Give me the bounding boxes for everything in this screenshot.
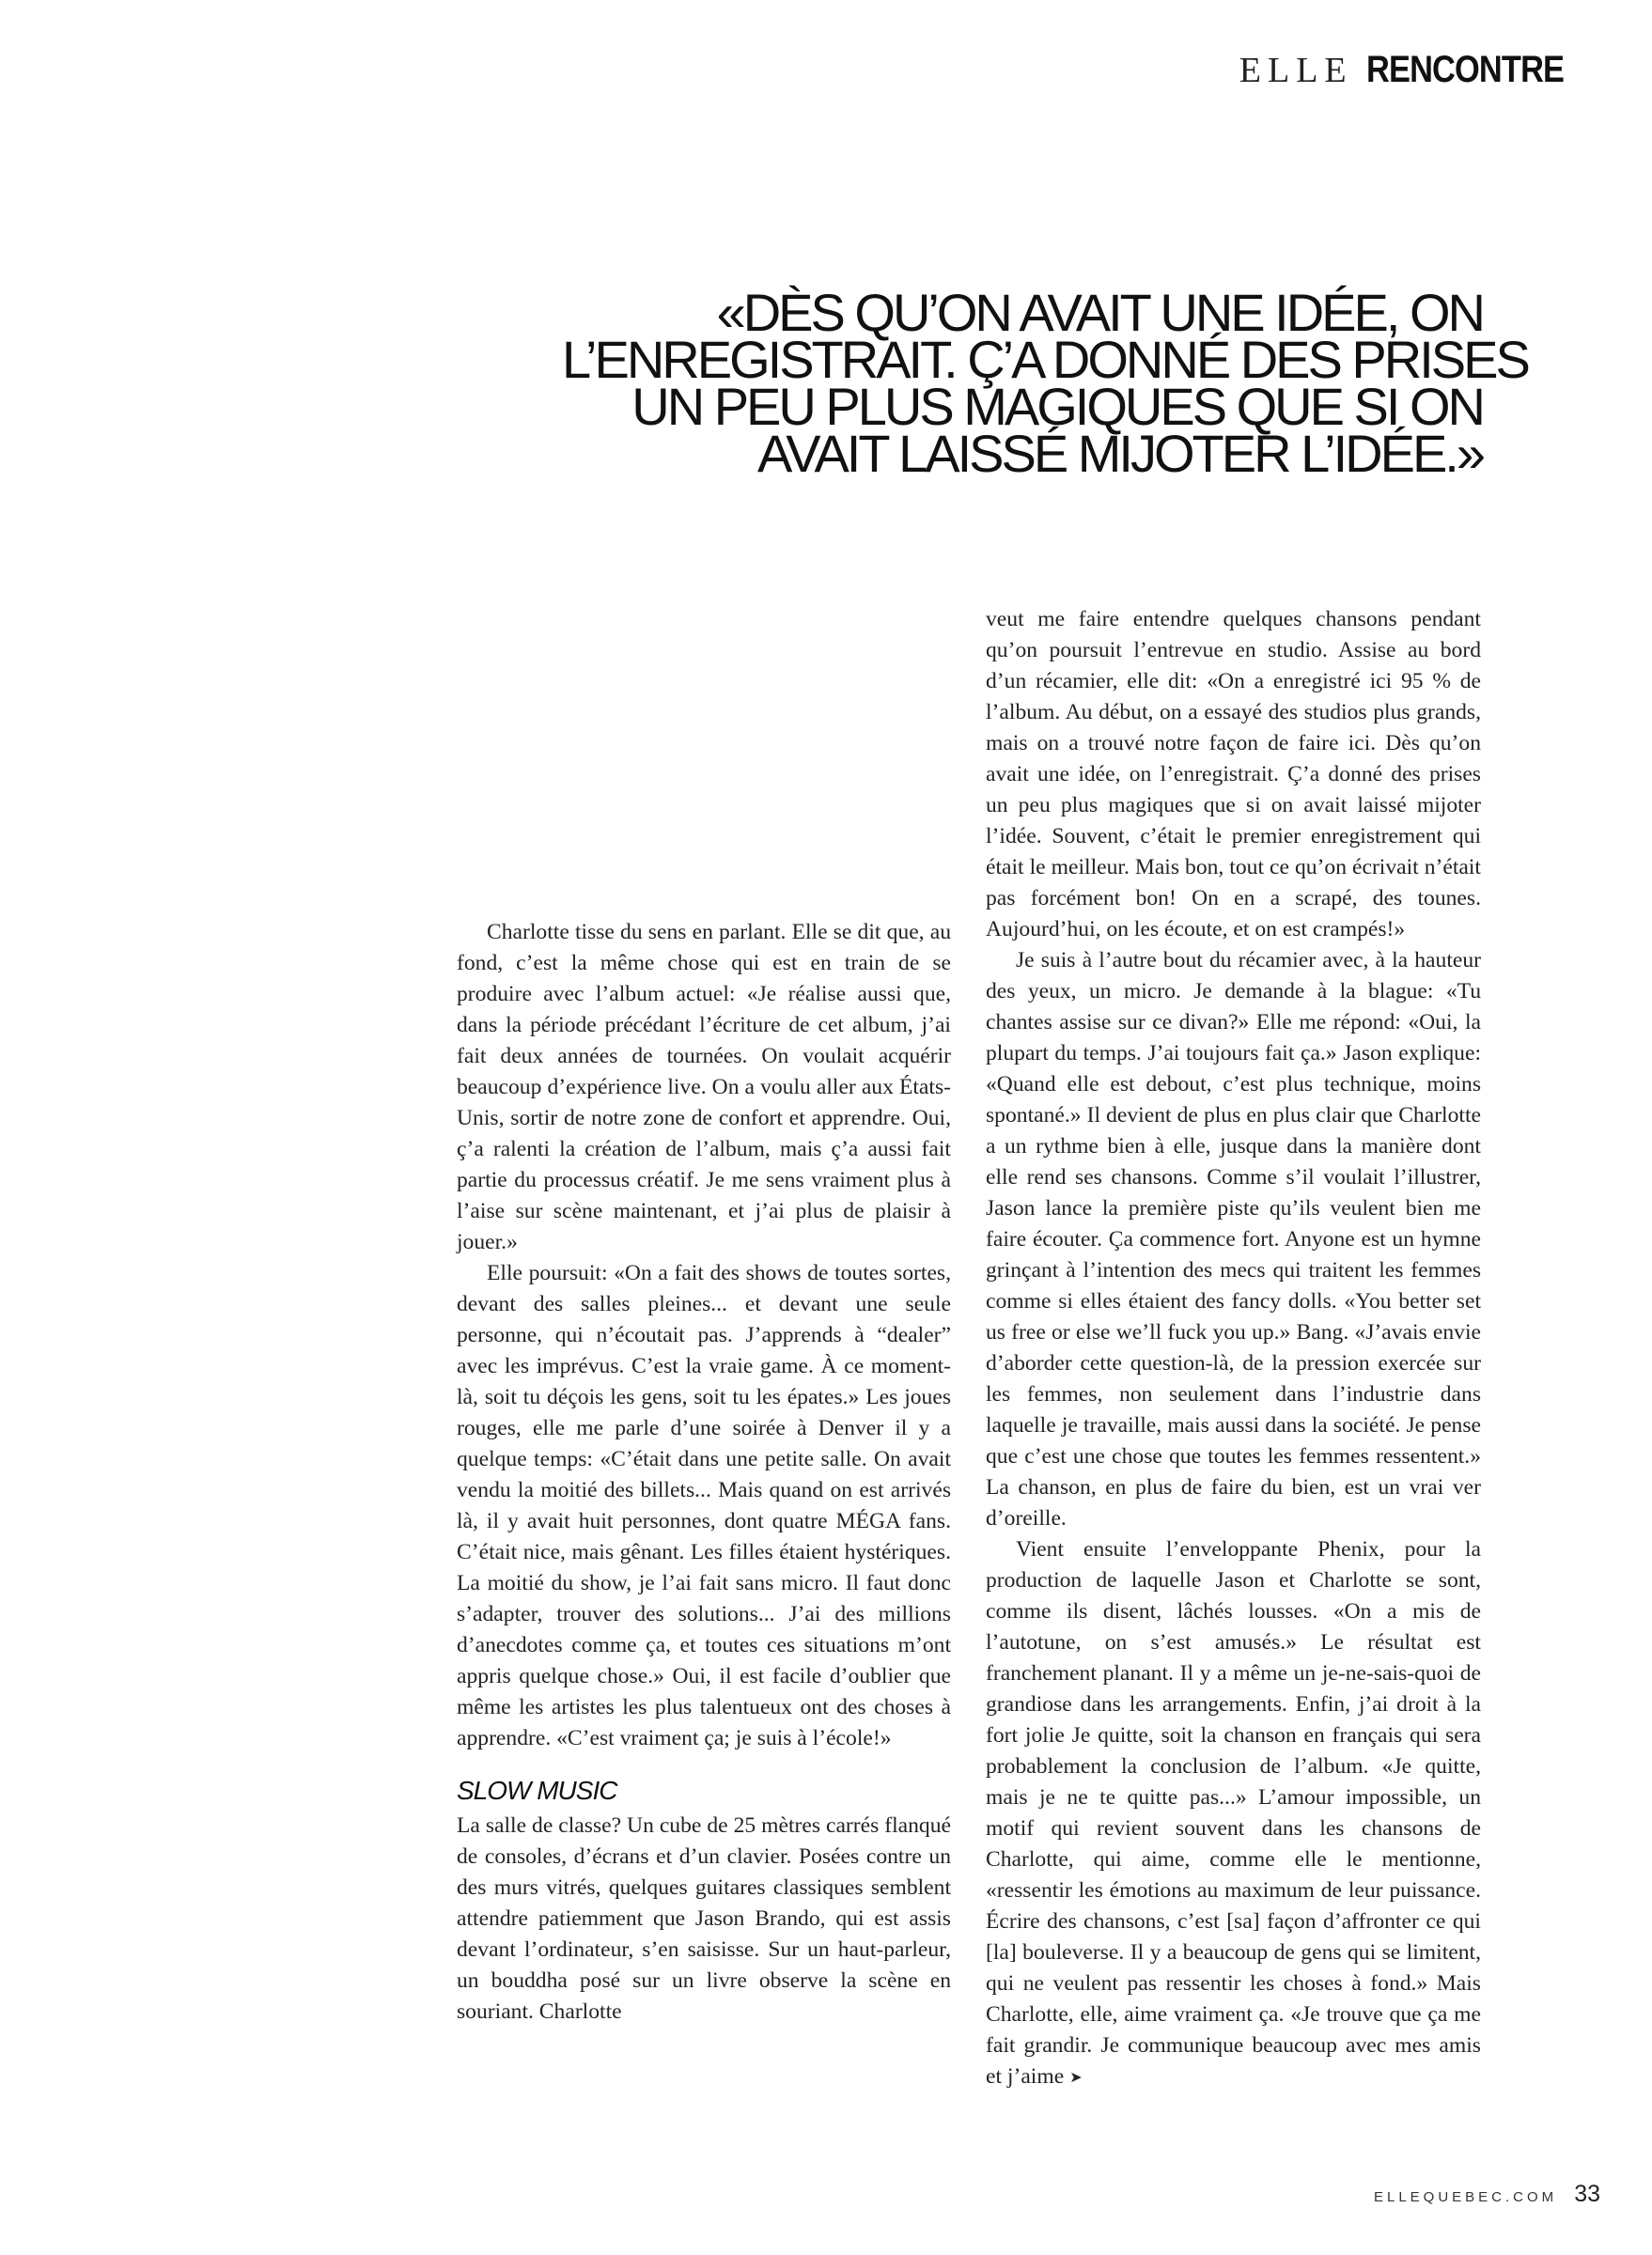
pull-quote-line: «DÈS QU’ON AVAIT UNE IDÉE, ON xyxy=(716,283,1483,342)
page-header xyxy=(1239,49,1596,91)
pull-quote-line: UN PEU PLUS MAGIQUES QUE SI ON xyxy=(631,377,1483,436)
paragraph: Charlotte tisse du sens en parlant. Elle se dit que, au fond, c’est la même chose qui est en train de se produire avec l’album actuel: «Je réalise aussi que, dans la période précédant l’écriture de cet album, j’ai fait deux années de tournées. On voulait acquérir beaucoup d’expérience live. On a voulu aller aux États-Unis, sortir de notre zone de confort et apprendre. Oui, ç’a ralenti la création de l’album, mais ç’a aussi fait partie du processus créatif. Je me sens vraiment plus à l’aise sur scène maintenant, et j’ai plus de plaisir à jouer.» xyxy=(457,920,951,1254)
page-footer xyxy=(1374,2181,1600,2208)
section-subheading: SLOW MUSIC xyxy=(457,1776,617,1805)
website-url: ELLEQUEBEC.COM xyxy=(1373,2189,1558,2205)
paragraph: La salle de classe? Un cube de 25 mètres carrés flanqué de consoles, d’écrans et d’un clavier. Posées contre un des murs vitrés, quelques guitares classiques semblent attendre patiemment que Jason Brando, qui est assis devant l’ordinateur, s’en saisisse. Sur un haut-parleur, un bouddha posé sur un livre observe la scène en souriant. Charlotte xyxy=(457,1813,951,2024)
section-title: RENCONTRE xyxy=(1365,49,1564,90)
paragraph xyxy=(986,1534,1481,2093)
magazine-logo: ELLE xyxy=(1239,51,1353,90)
paragraph-text: Vient ensuite l’enveloppante Phenix, pour la production de laquelle Jason et Charlotte se sont, comme ils disent, lâchés lousses. «On a mis de l’autotune, on s’est amusés.» Le résultat est franchement planant. Il y a même un je-ne-sais-quoi de grandiose dans les arrangements. Enfin, j’ai droit à la fort jolie Je quitte, soit la chanson en français qui sera probablement la conclusion de l’album. «Je quitte, mais je ne te quitte pas...» L’amour impossible, un motif qui revient souvent dans les chansons de Charlotte, qui aime, comme elle le mentionne, «ressentir les émotions au maximum de leur puissance. Écrire des chansons, c’est [sa] façon d’affronter ce qui [la] bouleverse. Il y a beaucoup de gens qui se limitent, qui ne veulent pas ressentir les choses à fond.» Mais Charlotte, elle, aime vraiment ça. «Je trouve que ça me fait grandir. Je communique beaucoup avec mes amis et j’aime xyxy=(986,1537,1481,2089)
paragraph: Elle poursuit: «On a fait des shows de toutes sortes, devant des salles pleines... et devant une seule personne, qui n’écoutait pas. J’apprends à “dealer” avec les imprévus. C’est la vraie game. À ce moment-là, soit tu déçois les gens, soit tu les épates.» Les joues rouges, elle me parle d’une soirée à Denver il y a quelque temps: «C’était dans une petite salle. On avait vendu la moitié des billets... Mais quand on est arrivés là, il y avait huit personnes, dont quatre MÉGA fans. C’était nice, mais gênant. Les filles étaient hystériques. La moitié du show, je l’ai fait sans micro. Il faut donc s’adapter, trouver des solutions... J’ai des millions d’anecdotes comme ça, et toutes ces situations m’ont appris quelque chose.» Oui, il est facile d’oublier que même les artistes les plus talentueux ont des choses à apprendre. «C’est vraiment ça; je suis à l’école!» xyxy=(457,1261,951,1750)
paragraph: Je suis à l’autre bout du récamier avec, à la hauteur des yeux, un micro. Je demande à la blague: «Tu chantes assise sur ce divan?» Elle me répond: «Oui, la plupart du temps. J’ai toujours fait ça.» Jason explique: «Quand elle est debout, c’est plus technique, moins spontané.» Il devient de plus en plus clair que Charlotte a un rythme bien à elle, jusque dans la manière dont elle rend ses chansons. Comme s’il voulait l’illustrer, Jason lance la première piste qu’ils veulent bien me faire écouter. Ça commence fort. Anyone est un hymne grinçant à l’intention des mecs qui traitent les femmes comme si elles étaient des fancy dolls. «You better set us free or else we’ll fuck you up.» Bang. «J’avais envie d’aborder cette question-là, de la pression exercée sur les femmes, non seulement dans l’industrie dans laquelle je travaille, mais aussi dans la société. Je pense que c’est une chose que toutes les femmes ressentent.» La chanson, en plus de faire du bien, est un vrai ver d’oreille. xyxy=(986,948,1481,1531)
pull-quote xyxy=(562,283,1528,483)
article-column-right xyxy=(986,604,1481,2093)
paragraph: veut me faire entendre quelques chansons pendant qu’on poursuit l’entrevue en studio. Assise au bord d’un récamier, elle dit: «On a enregistré ici 95 % de l’album. Au début, on a essayé des studios plus grands, mais on a trouvé notre façon de faire ici. Dès qu’on avait une idée, on l’enregistrait. Ç’a donné des prises un peu plus magiques que si on avait laissé mijoter l’idée. Souvent, c’était le premier enregistrement qui était le meilleur. Mais bon, tout ce qu’on écrivait n’était pas forcément bon! On en a scrapé, des tounes. Aujourd’hui, on les écoute, et on est crampés!» xyxy=(986,607,1481,941)
pull-quote-line: L’ENREGISTRAIT. Ç’A DONNÉ DES PRISES xyxy=(562,330,1528,389)
pull-quote-line: AVAIT LAISSÉ MIJOTER L’IDÉE.» xyxy=(757,424,1483,483)
arrow-right-icon: ➤ xyxy=(1069,2070,1083,2087)
article-column-left xyxy=(457,917,951,2028)
page-number: 33 xyxy=(1574,2181,1600,2207)
